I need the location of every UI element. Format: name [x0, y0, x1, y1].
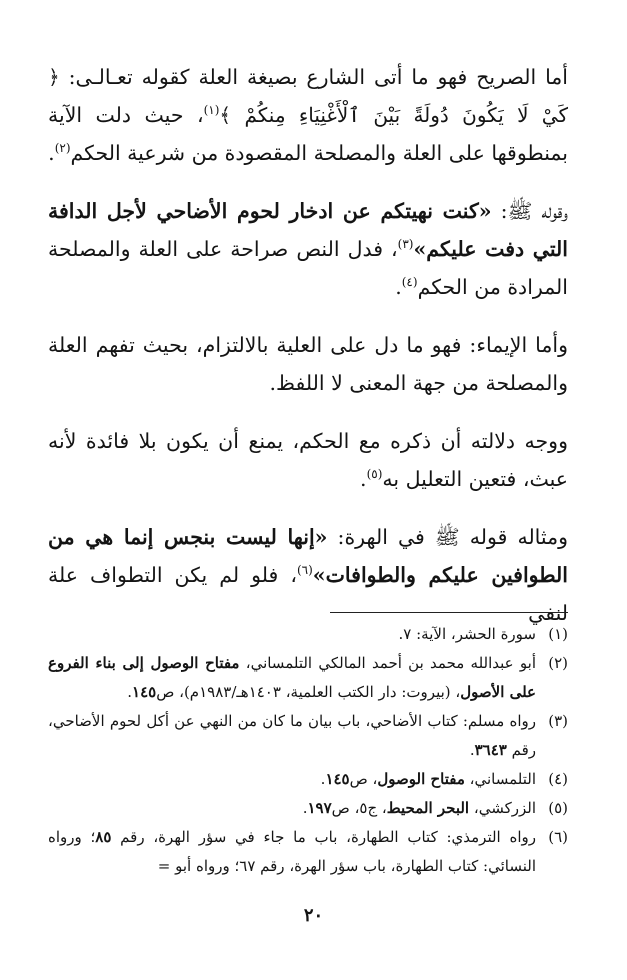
footnote-segment: ؛ ورواه النسائي: كتاب الطهارة، باب سؤر الهرة، رقم ٦٧؛ ورواه أبو = [48, 828, 536, 875]
footnote-text [48, 649, 536, 707]
footnote [48, 765, 568, 794]
footnote-segment: رواه مسلم: كتاب الأضاحي، باب بيان ما كان من النهي عن أكل لحوم الأضاحي، رقم [48, 712, 536, 759]
footnote-segment: أبو عبدالله محمد بن أحمد المالكي التلمساني، [239, 654, 536, 672]
footnote-segment: مفتاح الوصول إلى بناء الفروع على الأصول [48, 654, 536, 701]
footnote-ref-5[interactable]: (٥) [366, 467, 383, 482]
footnote-ref-1[interactable]: (١) [203, 103, 220, 118]
footnote [48, 620, 568, 649]
footnote-segment: . [320, 770, 326, 788]
footnote-text [48, 765, 536, 794]
footnote-segment: رواه الترمذي: كتاب الطهارة، باب ما جاء في سؤر الهرة، رقم [111, 828, 536, 846]
footnote-text [48, 707, 536, 765]
footnote-segment: ، ج٥، ص [331, 799, 387, 817]
p4-text: ووجه دلالته أن ذكره مع الحكم، يمنع أن يكون بلا فائدة لأنه عبث، فتعين التعليل به [48, 429, 568, 491]
footnote-number: (٢) [548, 654, 568, 672]
p2-end: . [395, 275, 402, 299]
footnote-number: (٦) [548, 828, 568, 846]
footnote-separator [330, 612, 568, 613]
footnote-segment: الزركشي، [469, 799, 536, 817]
footnote-ref-3[interactable]: (٣) [397, 237, 414, 252]
footnote-number: (٣) [548, 712, 568, 730]
p5-text: ومثاله قوله ﷺ في الهرة: [327, 525, 568, 549]
footnote-segment: ٨٥ [95, 828, 112, 846]
footnote-ref-2[interactable]: (٢) [54, 141, 71, 156]
footnote-segment: البحر المحيط [386, 799, 470, 817]
footnote-text [48, 823, 536, 881]
footnote-ref-4[interactable]: (٤) [401, 275, 418, 290]
main-text [48, 58, 568, 652]
quran-verse: ﴿ كَيْ لَا يَكُونَ دُولَةً بَيْنَ ٱلْأَغْنِيَاءِ مِنكُمْ ﴾ [48, 65, 568, 127]
footnotes [48, 620, 568, 881]
footnote-segment: سورة الحشر، الآية: ٧. [398, 625, 536, 643]
p1-text: أما الصريح فهو ما أتى الشارع بصيغة العلة كقوله تعـالـى: [59, 65, 568, 89]
footnote-segment: . [127, 683, 133, 701]
paragraph-imaa [48, 326, 568, 402]
paragraph-hirra [48, 518, 568, 632]
paragraph-hadith-adahi [48, 192, 568, 306]
footnote-number: (٤) [548, 770, 568, 788]
p2-text: وقوله ﷺ: [491, 199, 568, 223]
footnote-segment: . [469, 741, 475, 759]
p5-text-2: ، فلو لم يكن التطواف علة لنفي [48, 563, 568, 625]
footnote-ref-6[interactable]: (٦) [296, 563, 313, 578]
footnote-segment: ٣٦٤٣ [474, 741, 507, 759]
p4-end: . [360, 467, 367, 491]
footnote-segment: ، ص [349, 770, 378, 788]
footnote-segment: ١٤٥ [325, 770, 350, 788]
footnote-segment: ١٩٧ [307, 799, 332, 817]
paragraph-explicit [48, 58, 568, 172]
footnote-segment: . [302, 799, 308, 817]
p3-text: وأما الإيماء: فهو ما دل على العلية بالالتزام، بحيث تفهم العلة والمصلحة من جهة المعنى لا اللفظ. [48, 333, 568, 395]
footnote-number: (٥) [548, 799, 568, 817]
footnote-text [48, 794, 536, 823]
footnote-segment: ١٤٥ [132, 683, 157, 701]
paragraph-dalala [48, 422, 568, 498]
footnote-number: (١) [548, 625, 568, 643]
footnote-text [48, 620, 536, 649]
page-number: ٢٠ [303, 905, 324, 926]
hadith-quote-hirra: «إنها ليست بنجس إنما هي من الطوافين عليكم والطوافات» [48, 525, 568, 587]
footnote [48, 823, 568, 881]
footnote [48, 649, 568, 707]
footnote-segment: مفتاح الوصول [377, 770, 465, 788]
hadith-quote: «كنت نهيتكم عن ادخار لحوم الأضاحي لأجل الدافة التي دفت عليكم» [48, 199, 569, 261]
footnote [48, 707, 568, 765]
p2-text-2: ، فدل النص صراحة على العلة والمصلحة المرادة من الحكم [48, 237, 568, 299]
footnote-segment: ، (بيروت: دار الكتب العلمية، ١٤٠٣هـ/١٩٨٣م)، ص [156, 683, 461, 701]
footnote [48, 794, 568, 823]
p1-text-2: ، حيث دلت الآية بمنطوقها على العلة والمصلحة المقصودة من شرعية الحكم [48, 103, 568, 165]
p1-end: . [48, 141, 55, 165]
footnote-segment: التلمساني، [464, 770, 536, 788]
